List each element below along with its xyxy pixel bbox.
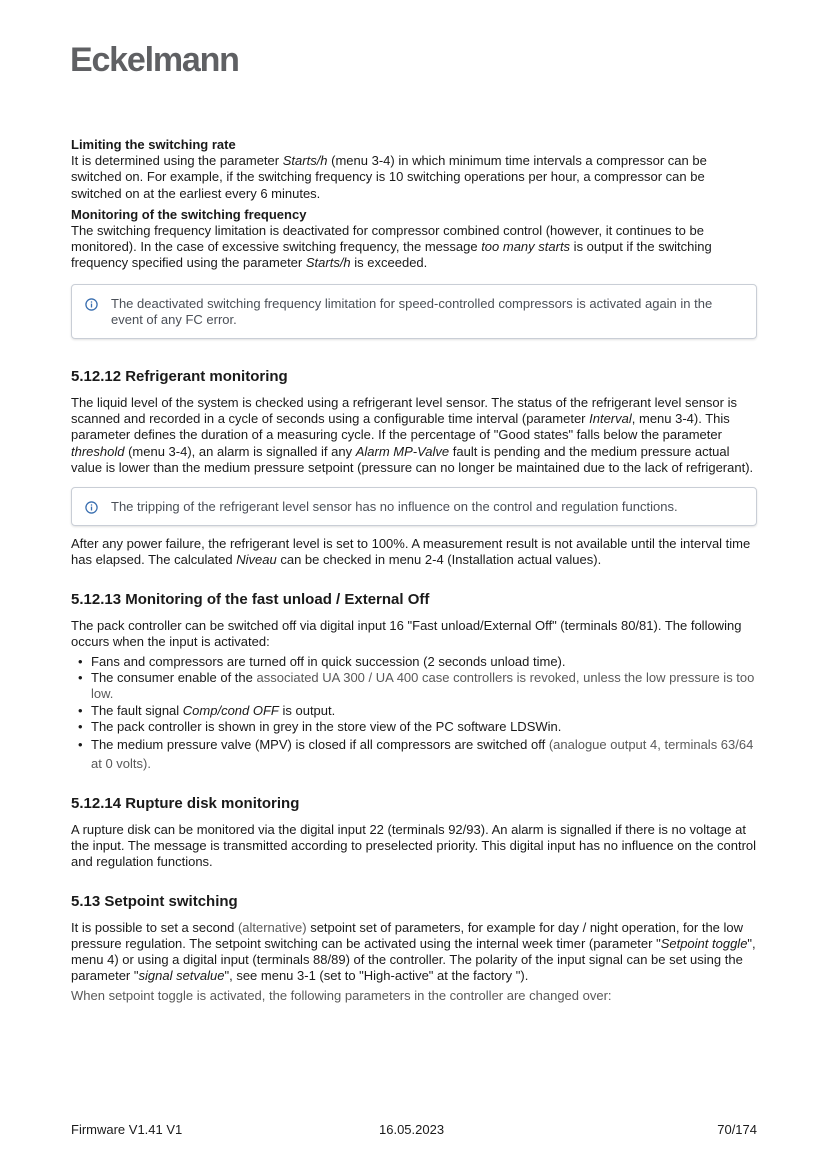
list-item: • The fault signal Comp/cond OFF is output. [71, 703, 757, 719]
list-item: • The medium pressure valve (MPV) is closed if all compressors are switched off (analogue output 4, terminals 63/64 at 0 volts). [71, 735, 757, 773]
paragraph-monitoring-frequency: The switching frequency limitation is deactivated for compressor combined control (however, it continues to be monitored). In the case of excessive switching frequency, the message too many starts is output if the switching frequency specified using the parameter Starts/h is exceeded. [71, 223, 712, 271]
note-switching-frequency [71, 284, 757, 339]
paragraph-rupture-disk: A rupture disk can be monitored via the digital input 22 (terminals 92/93). An alarm is signalled if there is no voltage at the input. The message is transmitted according to preselected priority. This digital input has no influence on the control and regulation functions. [71, 822, 757, 870]
list-item: • Fans and compressors are turned off in quick succession (2 seconds unload time). [71, 654, 757, 670]
page-content [71, 137, 757, 1004]
heading-rupture-disk: 5.12.14 Rupture disk monitoring [71, 795, 300, 813]
list-item: • The consumer enable of the associated UA 300 / UA 400 case controllers is revoked, unless the low pressure is too low. [71, 670, 757, 702]
info-circle-icon [85, 298, 98, 311]
eckelmann-logo: Eckelmann [70, 41, 239, 79]
footer-date: 16.05.2023 [379, 1122, 445, 1137]
paragraph-fast-unload: The pack controller can be switched off via digital input 16 "Fast unload/External Off" (terminals 80/81). The following occurs when the input is activated: [71, 617, 742, 649]
paragraph-power-failure: After any power failure, the refrigerant level is set to 100%. A measurement result is not available until the interval time has elapsed. The calculated Niveau can be checked in menu 2-4 (Installation actual values). [71, 536, 751, 568]
paragraph-setpoint-toggle: When setpoint toggle is activated, the following parameters in the controller are changed over: [71, 987, 612, 1003]
note-text: The deactivated switching frequency limitation for speed-controlled compressors is activated again in the event of any FC error. [111, 295, 713, 327]
note-text: The tripping of the refrigerant level sensor has no influence on the control and regulation functions. [111, 499, 678, 515]
heading-setpoint-switching: 5.13 Setpoint switching [71, 892, 238, 910]
heading-monitoring-switching-frequency: Monitoring of the switching frequency [71, 206, 307, 222]
info-circle-icon [85, 501, 98, 514]
note-refrigerant-sensor [71, 487, 757, 526]
heading-fast-unload: 5.12.13 Monitoring of the fast unload / External Off [71, 590, 430, 608]
paragraph-limiting: It is determined using the parameter Starts/h (menu 3-4) in which minimum time intervals a compressor can be switched on. For example, if the switching frequency is 10 switching operations per hour, a compressor can be switched on at the earliest every 6 minutes. [71, 153, 707, 201]
fast-unload-list [71, 654, 757, 773]
heading-refrigerant-monitoring: 5.12.12 Refrigerant monitoring [71, 368, 288, 386]
list-item: • The pack controller is shown in grey in the store view of the PC software LDSWin. [71, 719, 757, 735]
footer-firmware: Firmware V1.41 V1 [71, 1122, 183, 1137]
page-footer [71, 1122, 757, 1140]
paragraph-setpoint: It is possible to set a second (alternative) setpoint set of parameters, for example for day / night operation, for the low pressure regulation. The setpoint switching can be activated using the internal week timer (parameter "Setpoint toggle", menu 4) or using a digital input (terminals 88/89) of the controller. The polarity of the input signal can be set using the parameter "signal setvalue", see menu 3-1 (set to "High-active" at the factory "). [71, 919, 756, 984]
paragraph-refrigerant: The liquid level of the system is checked using a refrigerant level sensor. The status of the refrigerant level sensor is scanned and recorded in a cycle of seconds using a configurable time interval (parameter Interval, menu 3-4). This parameter defines the duration of a measuring cycle. If the percentage of "Good states" falls below the parameter threshold (menu 3-4), an alarm is signalled if any Alarm MP-Valve fault is pending and the medium pressure actual value is lower than the medium pressure setpoint (pressure can no longer be maintained due to the lack of refrigerant). [71, 395, 754, 475]
heading-limiting-switching-rate: Limiting the switching rate [71, 137, 236, 152]
footer-page-number: 70/174 [717, 1122, 757, 1137]
